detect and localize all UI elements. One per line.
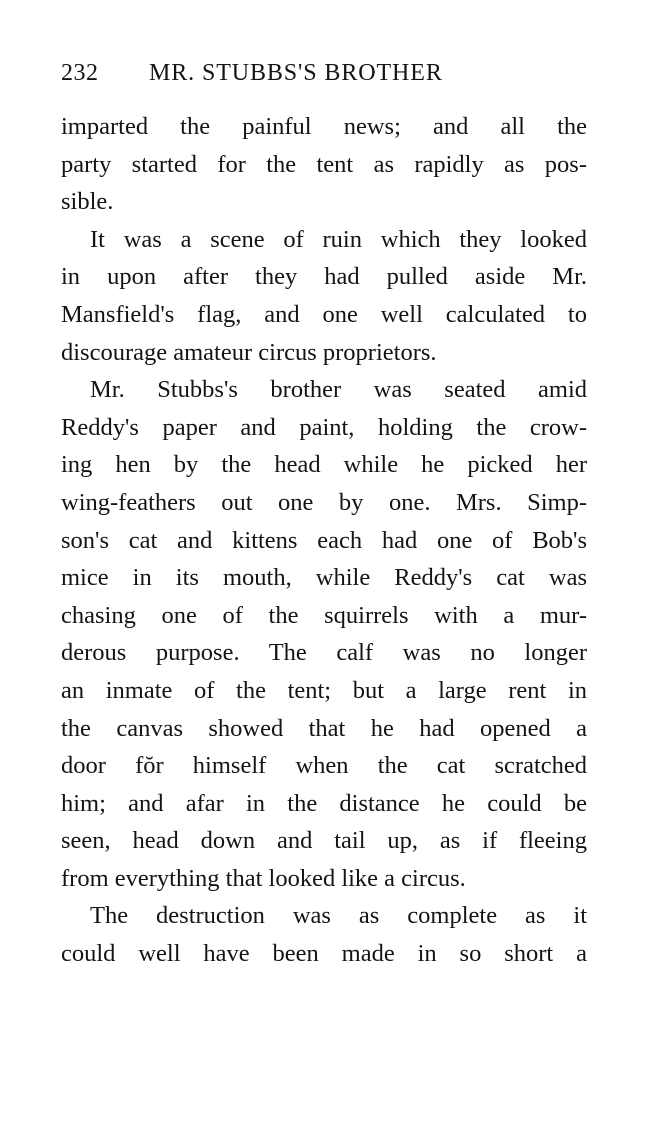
text-line: Reddy's paper and paint, holding the crow- (61, 413, 587, 441)
text-line: an inmate of the tent; but a large rent in (61, 676, 587, 704)
text-line: mice in its mouth, while Reddy's cat was (61, 564, 587, 592)
text-line: him; and afar in the distance he could be (61, 789, 587, 817)
text-line: derous purpose. The calf was no longer (61, 639, 587, 667)
page-number: 232 (61, 60, 99, 86)
paragraph-4 (61, 897, 587, 972)
text-line: the canvas showed that he had opened a (61, 714, 587, 742)
text-line: The destruction was as complete as it (90, 902, 587, 930)
text-line: could well have been made in so short a (61, 940, 587, 968)
text-line: seen, head down and tail up, as if fleeing (61, 827, 587, 855)
text-line: ing hen by the head while he picked her (61, 451, 587, 479)
paragraph-3 (61, 371, 587, 897)
running-head (61, 58, 587, 88)
text-line: son's cat and kittens each had one of Bob's (61, 526, 587, 554)
paragraph-2 (61, 221, 587, 371)
text-line: It was a scene of ruin which they looked (90, 225, 587, 253)
book-page (61, 58, 587, 973)
text-line: in upon after they had pulled aside Mr. (61, 263, 587, 291)
text-line: Mr. Stubbs's brother was seated amid (90, 376, 587, 404)
text-line: wing-feathers out one by one. Mrs. Simp- (61, 488, 587, 516)
text-line: door fŏr himself when the cat scratched (61, 752, 587, 780)
text-line: from everything that looked like a circus. (61, 864, 466, 892)
text-line: sible. (61, 188, 114, 216)
text-line: imparted the painful news; and all the (61, 113, 587, 140)
paragraph-1 (61, 108, 587, 221)
text-line: chasing one of the squirrels with a mur- (61, 601, 587, 629)
text-line: party started for the tent as rapidly as pos- (61, 150, 587, 178)
text-line: Mansfield's flag, and one well calculated to (61, 300, 587, 328)
running-title: MR. STUBBS'S BROTHER (149, 60, 443, 86)
text-line: discourage amateur circus proprietors. (61, 338, 437, 366)
